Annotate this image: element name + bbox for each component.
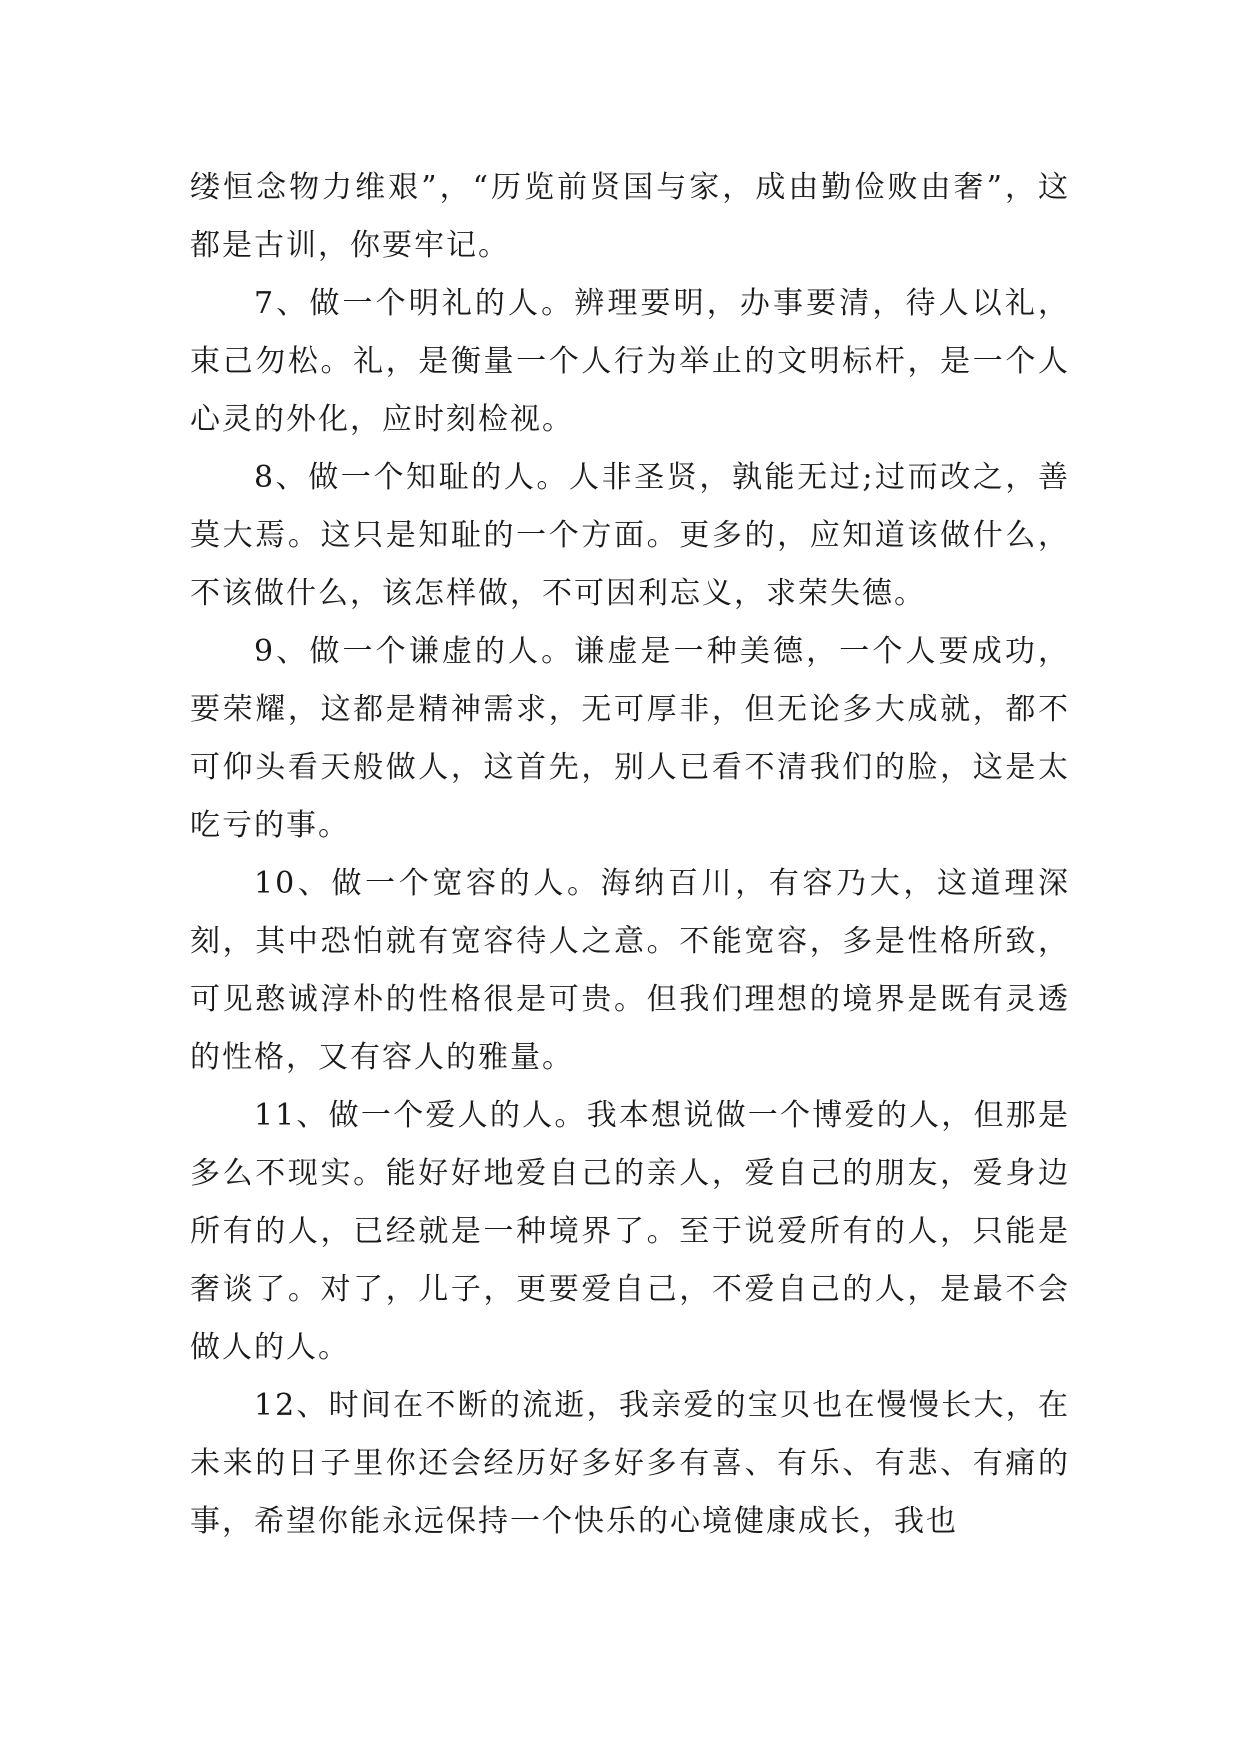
paragraph-item-7: 7、做一个明礼的人。辨理要明，办事要清，待人以礼，束己勿松。礼，是衡量一个人行为举止的文明标杆，是一个人心灵的外化，应时刻检视。 xyxy=(190,286,1070,437)
paragraph-item-11: 11、做一个爱人的人。我本想说做一个博爱的人，但那是多么不现实。能好好地爱自己的亲人，爱自己的朋友，爱身边所有的人，已经就是一种境界了。至于说爱所有的人，只能是奢谈了。对了，儿子，更要爱自己，不爱自己的人，是最不会做人的人。 xyxy=(190,1098,1070,1365)
paragraph-continuation: 缕恒念物力维艰”，“历览前贤国与家，成由勤俭败由奢”，这都是古训，你要牢记。 xyxy=(190,170,1070,263)
paragraph-item-8: 8、做一个知耻的人。人非圣贤，孰能无过;过而改之，善莫大焉。这只是知耻的一个方面。更多的，应知道该做什么，不该做什么，该怎样做，不可因利忘义，求荣失德。 xyxy=(190,460,1070,611)
paragraph-item-9: 9、做一个谦虚的人。谦虚是一种美德，一个人要成功，要荣耀，这都是精神需求，无可厚非，但无论多大成就，都不可仰头看天般做人，这首先，别人已看不清我们的脸，这是太吃亏的事。 xyxy=(190,634,1070,843)
paragraph-item-12: 12、时间在不断的流逝，我亲爱的宝贝也在慢慢长大，在未来的日子里你还会经历好多好多有喜、有乐、有悲、有痛的事，希望你能永远保持一个快乐的心境健康成长，我也 xyxy=(190,1388,1070,1539)
paragraph-item-10: 10、做一个宽容的人。海纳百川，有容乃大，这道理深刻，其中恐怕就有宽容待人之意。不能宽容，多是性格所致，可见憨诚淳朴的性格很是可贵。但我们理想的境界是既有灵透的性格，又有容人的雅量。 xyxy=(190,866,1070,1075)
document-body xyxy=(190,159,1070,1551)
